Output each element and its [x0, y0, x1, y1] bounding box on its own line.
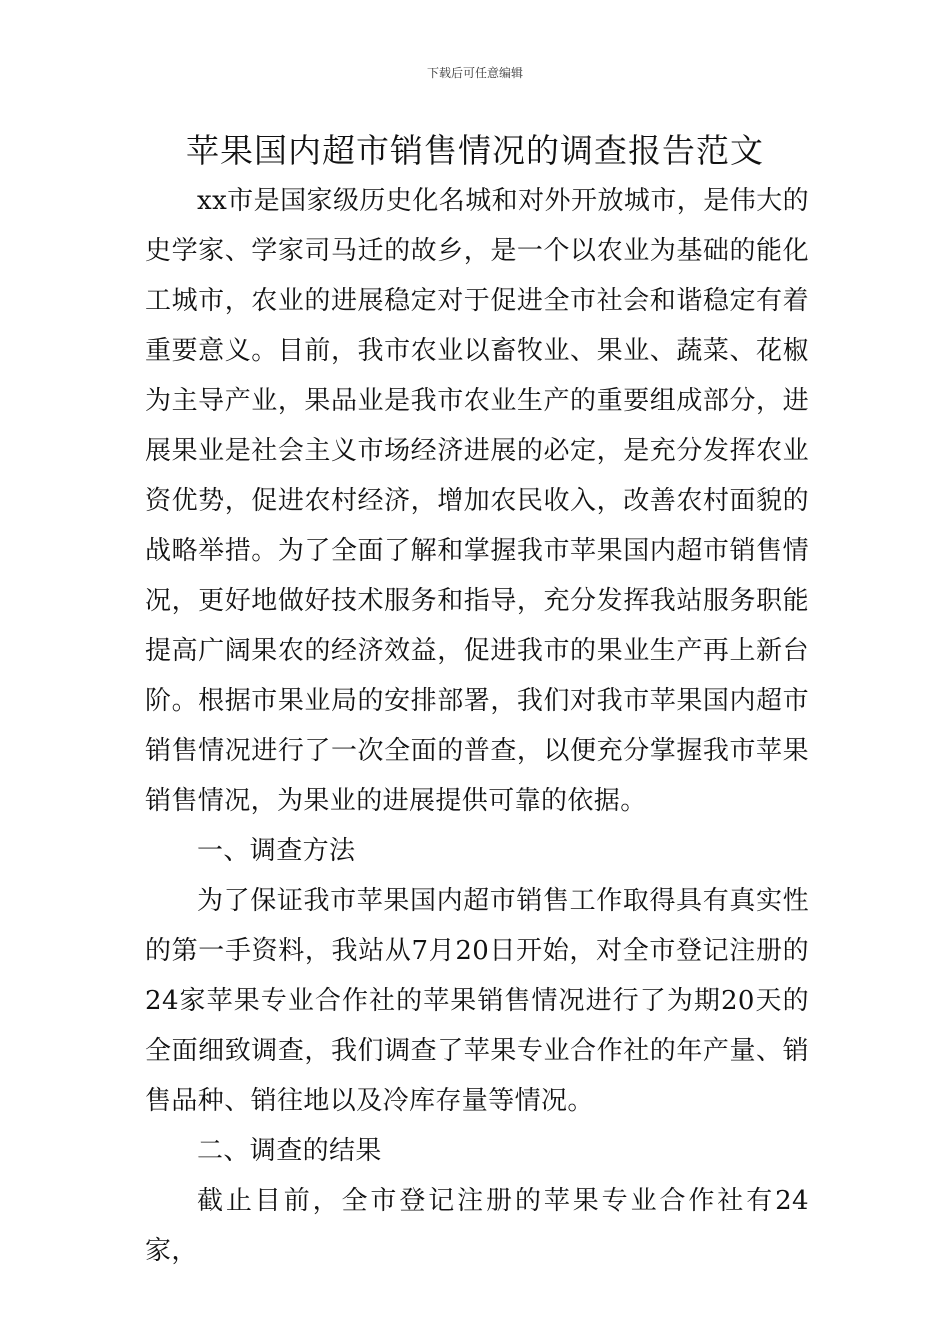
method-paragraph: 为了保证我市苹果国内超市销售工作取得具有真实性的第一手资料，我站从7月20日开始，对全市登记注册的24家苹果专业合作社的苹果销售情况进行了为期20天的全面细致调查，我们调查了苹果专业合作社的年产量、销售品种、销往地以及冷库存量等情况。 [145, 886, 809, 1116]
section-heading-results: 二、调查的结果 [197, 1136, 382, 1166]
section-heading-method: 一、调查方法 [197, 836, 356, 866]
results-paragraph: 截止目前，全市登记注册的苹果专业合作社有24家， [145, 1186, 809, 1266]
document-body [145, 176, 809, 1276]
document-title: 苹果国内超市销售情况的调查报告范文 [186, 131, 764, 170]
intro-paragraph: xx市是国家级历史化名城和对外开放城市，是伟大的史学家、学家司马迁的故乡，是一个以农业为基础的能化工城市，农业的进展稳定对于促进全市社会和谐稳定有着重要意义。目前，我市农业以畜牧业、果业、蔬菜、花椒为主导产业，果品业是我市农业生产的重要组成部分，进展果业是社会主义市场经济进展的必定，是充分发挥农业资优势，促进农村经济，增加农民收入，改善农村面貌的战略举措。为了全面了解和掌握我市苹果国内超市销售情况，更好地做好技术服务和指导，充分发挥我站服务职能提高广阔果农的经济效益，促进我市的果业生产再上新台阶。根据市果业局的安排部署，我们对我市苹果国内超市销售情况进行了一次全面的普查，以便充分掌握我市苹果销售情况，为果业的进展提供可靠的依据。 [145, 186, 809, 816]
page-header-note: 下载后可任意编辑 [426, 66, 523, 80]
